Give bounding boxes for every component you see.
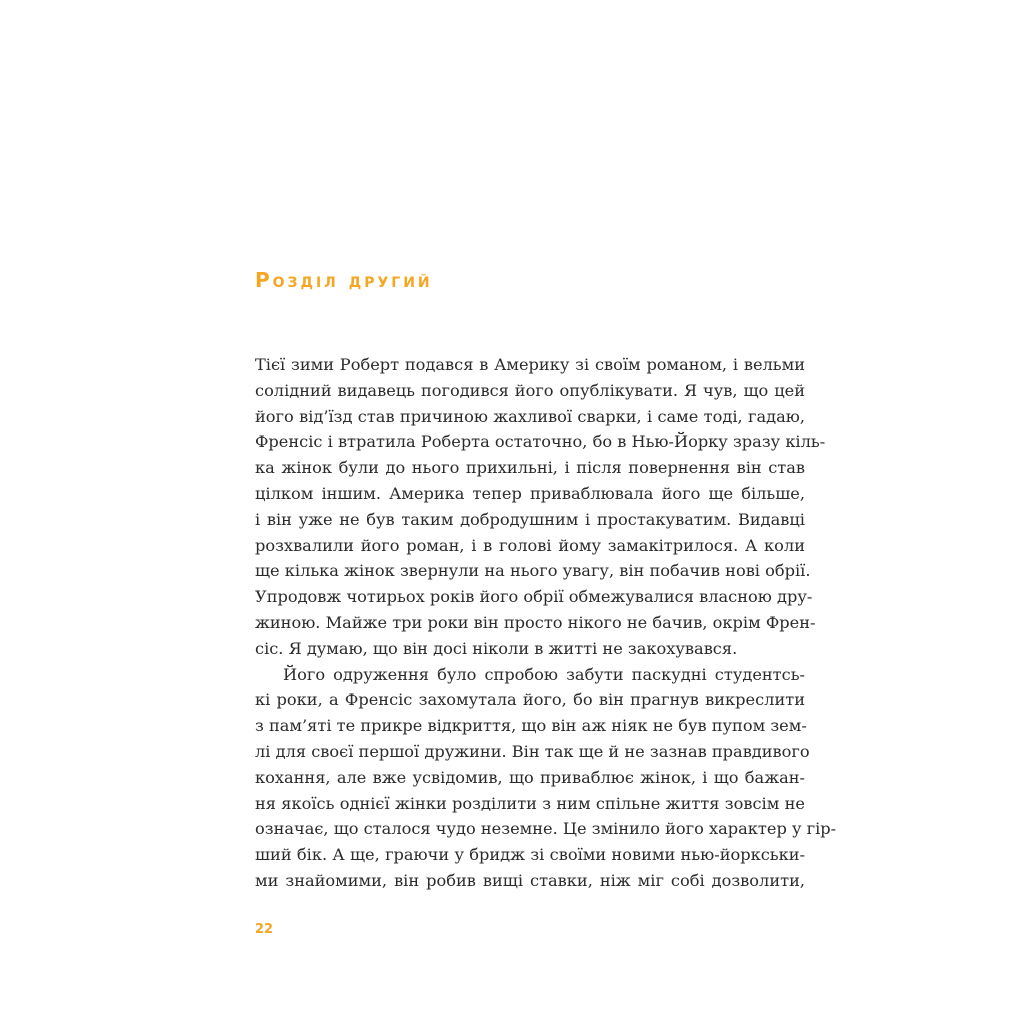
text-line: ще кілька жінок звернули на нього увагу, він побачив нові обрії. [255,561,811,581]
text-line: кохання, але вже усвідомив, що приваблює жінок, і що бажан- [255,767,805,787]
text-line: його від’їзд став причиною жахливої сварки, і саме тоді, гадаю, [255,406,805,426]
text-line: розхвалили його роман, і в голові йому замакітрилося. А коли [255,535,805,555]
page-number: 22 [255,922,274,937]
text-line: ня якоїсь однієї жінки розділити з ним спільне життя зовсім не [255,793,805,813]
text-line: означає, що сталося чудо неземне. Це змінило його характер у гір- [255,819,837,839]
text-line: і він уже не був таким добродушним і простакуватим. Видавці [255,509,805,529]
text-line: Його одруження було спробою забути паскудні студентсь- [283,664,805,684]
text-line: Тієї зими Роберт подався в Америку зі своїм романом, і вельми [255,355,805,374]
text-line: ший бік. А ще, граючи у бридж зі своїми новими нью-йоркськи- [255,845,805,865]
paragraph-2 [255,662,837,894]
text-line: ка жінок були до нього прихильні, і після повернення він став [255,458,805,478]
text-line: сіс. Я думаю, що він досі ніколи в житті не закохувався. [255,638,738,658]
body-text [255,352,837,894]
text-line: ми знайомими, він робив вищі ставки, ніж міг собі дозволити, [255,870,805,890]
text-line: Френсіс і втратила Роберта остаточно, бо в Нью-Йорку зразу кіль- [255,432,826,452]
text-line: солідний видавець погодився його опублікувати. Я чув, що цей [255,380,805,400]
text-line: Упродовж чотирьох років його обрії обмежувалися власною дру- [255,587,813,607]
text-line: кі роки, а Френсіс захомутала його, бо він прагнув викреслити [255,690,805,710]
text-line: лі для своєї першої дружини. Він так ще й не зазнав правдивого [255,741,810,761]
text-line: жиною. Майже три роки він просто нікого не бачив, окрім Френ- [255,612,816,632]
chapter-heading: Розділ другий [255,268,433,292]
text-line: з пам’яті те прикре відкриття, що він аж ніяк не був пупом зем- [255,716,807,736]
paragraph-1 [255,352,826,662]
text-line: цілком іншим. Америка тепер приваблювала його ще більше, [255,483,805,503]
